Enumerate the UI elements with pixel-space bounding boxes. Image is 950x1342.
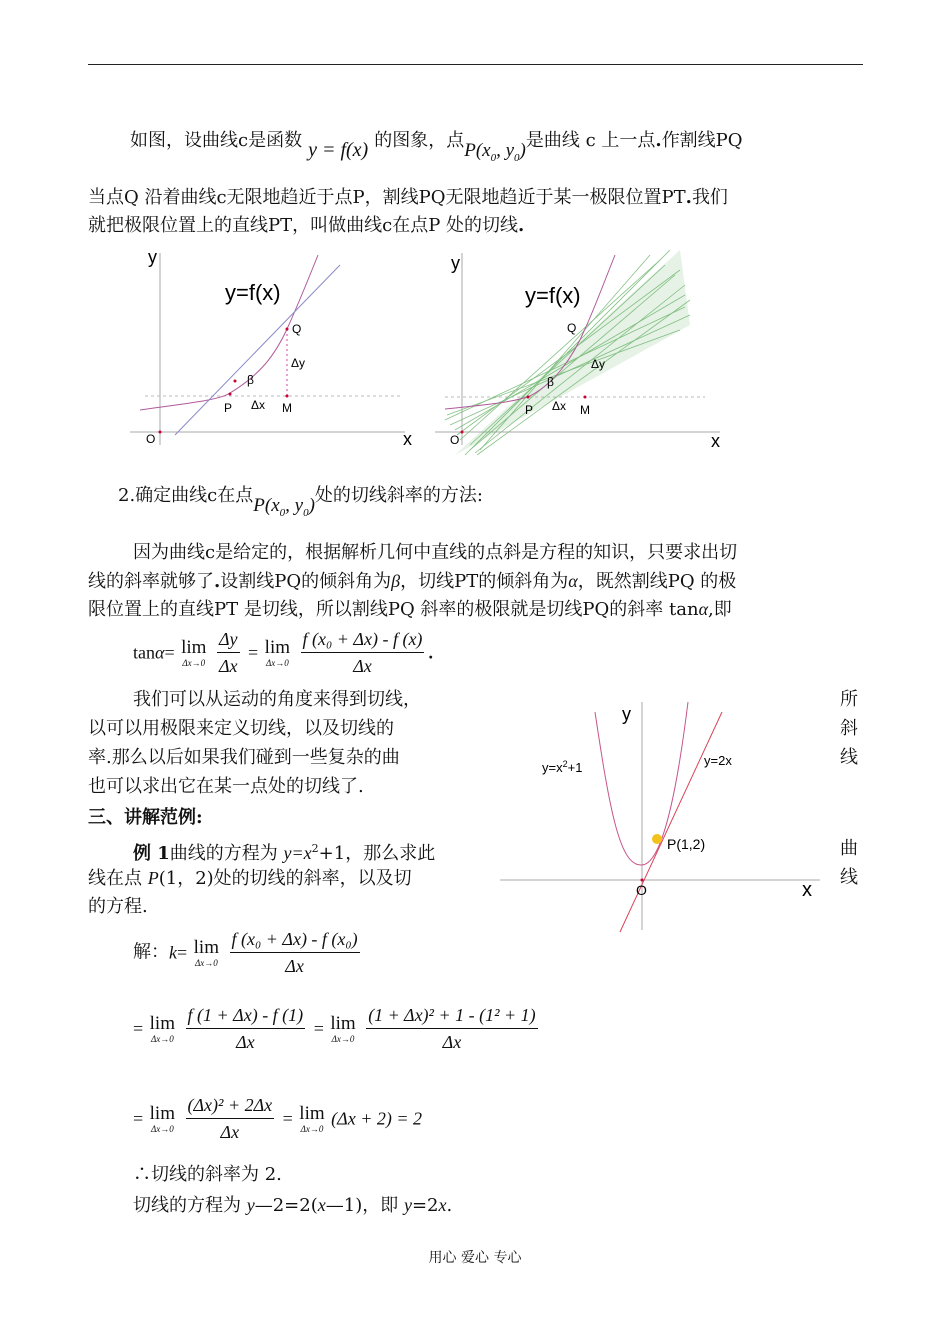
fraction-2: $\frac{\text{f (x₀ + Δx) - f (x)}}{\Delta x}$ <box>302 629 423 676</box>
beta-dot <box>234 380 237 383</box>
lim-2: lim Δx→0 <box>149 1012 175 1044</box>
paragraph-2-line-3: 限位置上的直线PT 是切线，所以割线PQ 斜率的极限就是切线PQ的斜率 tanα,即 <box>88 599 732 620</box>
curve-title: y=f(x) <box>225 280 281 305</box>
header-rule <box>88 64 863 65</box>
origin-dot <box>159 431 162 434</box>
label-beta: β <box>247 373 254 387</box>
paragraph-1-line-2: 当点Q 沿着曲线c无限地趋近于点P，割线PQ无限地趋近于某一极限位置PT.我们 <box>88 187 728 208</box>
curve-title: y=f(x) <box>525 283 581 308</box>
fraction-4: $\frac{\text{(Δx)² + 2Δx}}{\Delta x}$ <box>187 1095 273 1142</box>
wrap-char: 线 <box>840 867 858 888</box>
figure-limit <box>435 245 725 455</box>
paragraph-3-line-2: 以可以用极限来定义切线，以及切线的 <box>88 718 394 739</box>
y-label: y <box>148 247 157 267</box>
label-dy: Δy <box>291 356 306 370</box>
figure-secant <box>130 245 415 455</box>
paragraph-2-line-2: 线的斜率就够了.设割线PQ的倾斜角为β，切线PT的倾斜角为α，既然割线PQ 的极 <box>88 571 737 592</box>
wrap-char: 线 <box>840 747 858 768</box>
tangent-line <box>620 712 722 932</box>
text: . <box>655 130 662 151</box>
paragraph-1-line-1 <box>130 128 743 164</box>
text: 如图，设曲线c是函数 <box>130 130 303 151</box>
example-1-line-2: 线在点 P(1，2)处的切线的斜率，以及切 <box>88 868 412 889</box>
section-3-heading: 三、讲解范例: <box>88 807 203 828</box>
lim-1: lim Δx→0 <box>181 636 207 668</box>
label-m: M <box>580 403 590 417</box>
wrap-char: 斜 <box>840 718 858 739</box>
figure-parabola <box>500 692 830 937</box>
lim-4: lim Δx→0 <box>149 1102 175 1134</box>
x-label: x <box>403 429 412 449</box>
text: 是曲线 c 上一点 <box>525 130 656 151</box>
origin-dot <box>461 431 464 434</box>
fraction-1: $\frac{\Delta y}{\Delta x}$ <box>218 629 238 676</box>
paragraph-3-line-4: 也可以求出它在某一点处的切线了. <box>88 776 364 797</box>
wrap-char: 所 <box>840 689 858 710</box>
point-m-dot <box>584 396 587 399</box>
label-q: Q <box>292 322 302 336</box>
label-dx: Δx <box>251 398 266 412</box>
example-1-line-1: 例 1曲线的方程为 $y=x^2+1$，那么求此 <box>133 842 436 864</box>
line-label: y=2x <box>704 753 732 768</box>
fan-fill <box>455 250 690 455</box>
label-p: P <box>224 401 233 415</box>
point-p-dot <box>527 396 530 399</box>
x-label: x <box>711 431 720 451</box>
y-label: y <box>451 253 460 273</box>
point-q-dot <box>286 328 289 331</box>
function-expr: y = f(x) <box>308 139 369 161</box>
conclusion-line-2: 切线的方程为 y—2=2(x—1)，即 y=2x. <box>133 1195 453 1216</box>
paragraph-1-line-3: 就把极限位置上的直线PT，叫做曲线c在点P 处的切线. <box>88 215 525 236</box>
lim-5: lim Δx→0 <box>299 1102 325 1134</box>
y-label: y <box>622 704 631 724</box>
paragraph-3-line-3: 率.那么以后如果我们碰到一些复杂的曲 <box>88 747 400 768</box>
example-1-line-3: 的方程. <box>88 896 148 917</box>
point-expr: $P(x_0$, $y_0$) <box>253 495 315 519</box>
point-expr: $P(x_0$, $y_0$) <box>464 140 526 164</box>
point-p-marker <box>652 834 662 844</box>
label-o: O <box>146 432 156 446</box>
wrap-char: 曲 <box>840 838 858 859</box>
fraction-2: $\frac{f (1 + \Delta x) - f (1)}{\Delta x}$ <box>187 1005 304 1052</box>
solution-line-3: = lim Δx→0 $\frac{\text{(Δx)² + 2Δx}}{\Delta x}$ = lim Δx→0 (Δx + 2) = 2 <box>133 1095 422 1142</box>
section-2-heading: 2.确定曲线c在点$P(x_0$, $y_0$)处的切线斜率的方法: <box>118 485 483 519</box>
point-m-dot <box>286 395 289 398</box>
lim-2: lim Δx→0 <box>264 636 291 668</box>
solution-line-1: 解：k= lim Δx→0 $\frac{\text{f (x₀ + Δx) - f (x₀)}}{\Delta x}$ <box>133 929 358 976</box>
lim-3: lim Δx→0 <box>330 1012 356 1044</box>
label-m: M <box>282 401 292 415</box>
label-o: O <box>636 882 647 898</box>
paragraph-3-line-1: 我们可以从运动的角度来得到切线， <box>133 689 421 710</box>
paragraph-2-line-1: 因为曲线c是给定的，根据解析几何中直线的点斜是方程的知识，只要求出切 <box>133 542 738 563</box>
point-p-dot <box>229 393 232 396</box>
footer-text: 用心 爱心 专心 <box>428 1250 522 1266</box>
x-label: x <box>802 879 812 901</box>
curve-label: $y=x^2+1$ <box>542 759 583 775</box>
text: 作割线PQ <box>661 130 743 151</box>
tan-text: tan <box>133 642 155 663</box>
fraction-1: $\frac{\text{f (x₀ + Δx) - f (x₀)}}{\Delta x}$ <box>231 929 358 976</box>
fraction-3: $\frac{\text{(1 + Δx)² + 1 - (1² + 1)}}{\Delta x}$ <box>368 1005 536 1052</box>
conclusion-line-1: ∴切线的斜率为 2. <box>133 1164 282 1185</box>
point-label: P(1,2) <box>667 836 706 852</box>
page-footer <box>0 1249 950 1267</box>
label-o: O <box>450 433 460 447</box>
label-p: P <box>525 403 534 417</box>
lim-1: lim Δx→0 <box>193 936 219 968</box>
label-dy: Δy <box>591 357 606 371</box>
label-q: Q <box>567 321 577 335</box>
formula-tangent-slope: tanα= lim Δx→0 $\frac{\Delta y}{\Delta x}$ = lim Δx→0 $\frac{\text{f (x₀ + Δx) - f (x)}}{\Delta x}$ . <box>133 629 433 676</box>
solution-line-2: = lim Δx→0 $\frac{f (1 + \Delta x) - f (1)}{\Delta x}$ = lim Δx→0 $\frac{\text{(1 + Δx)² + 1 - (1² + 1)}}{\Delta x}$ <box>133 1005 536 1052</box>
label-dx: Δx <box>552 399 567 413</box>
text: 的图象，点 <box>374 130 465 151</box>
label-beta: β <box>547 375 554 389</box>
